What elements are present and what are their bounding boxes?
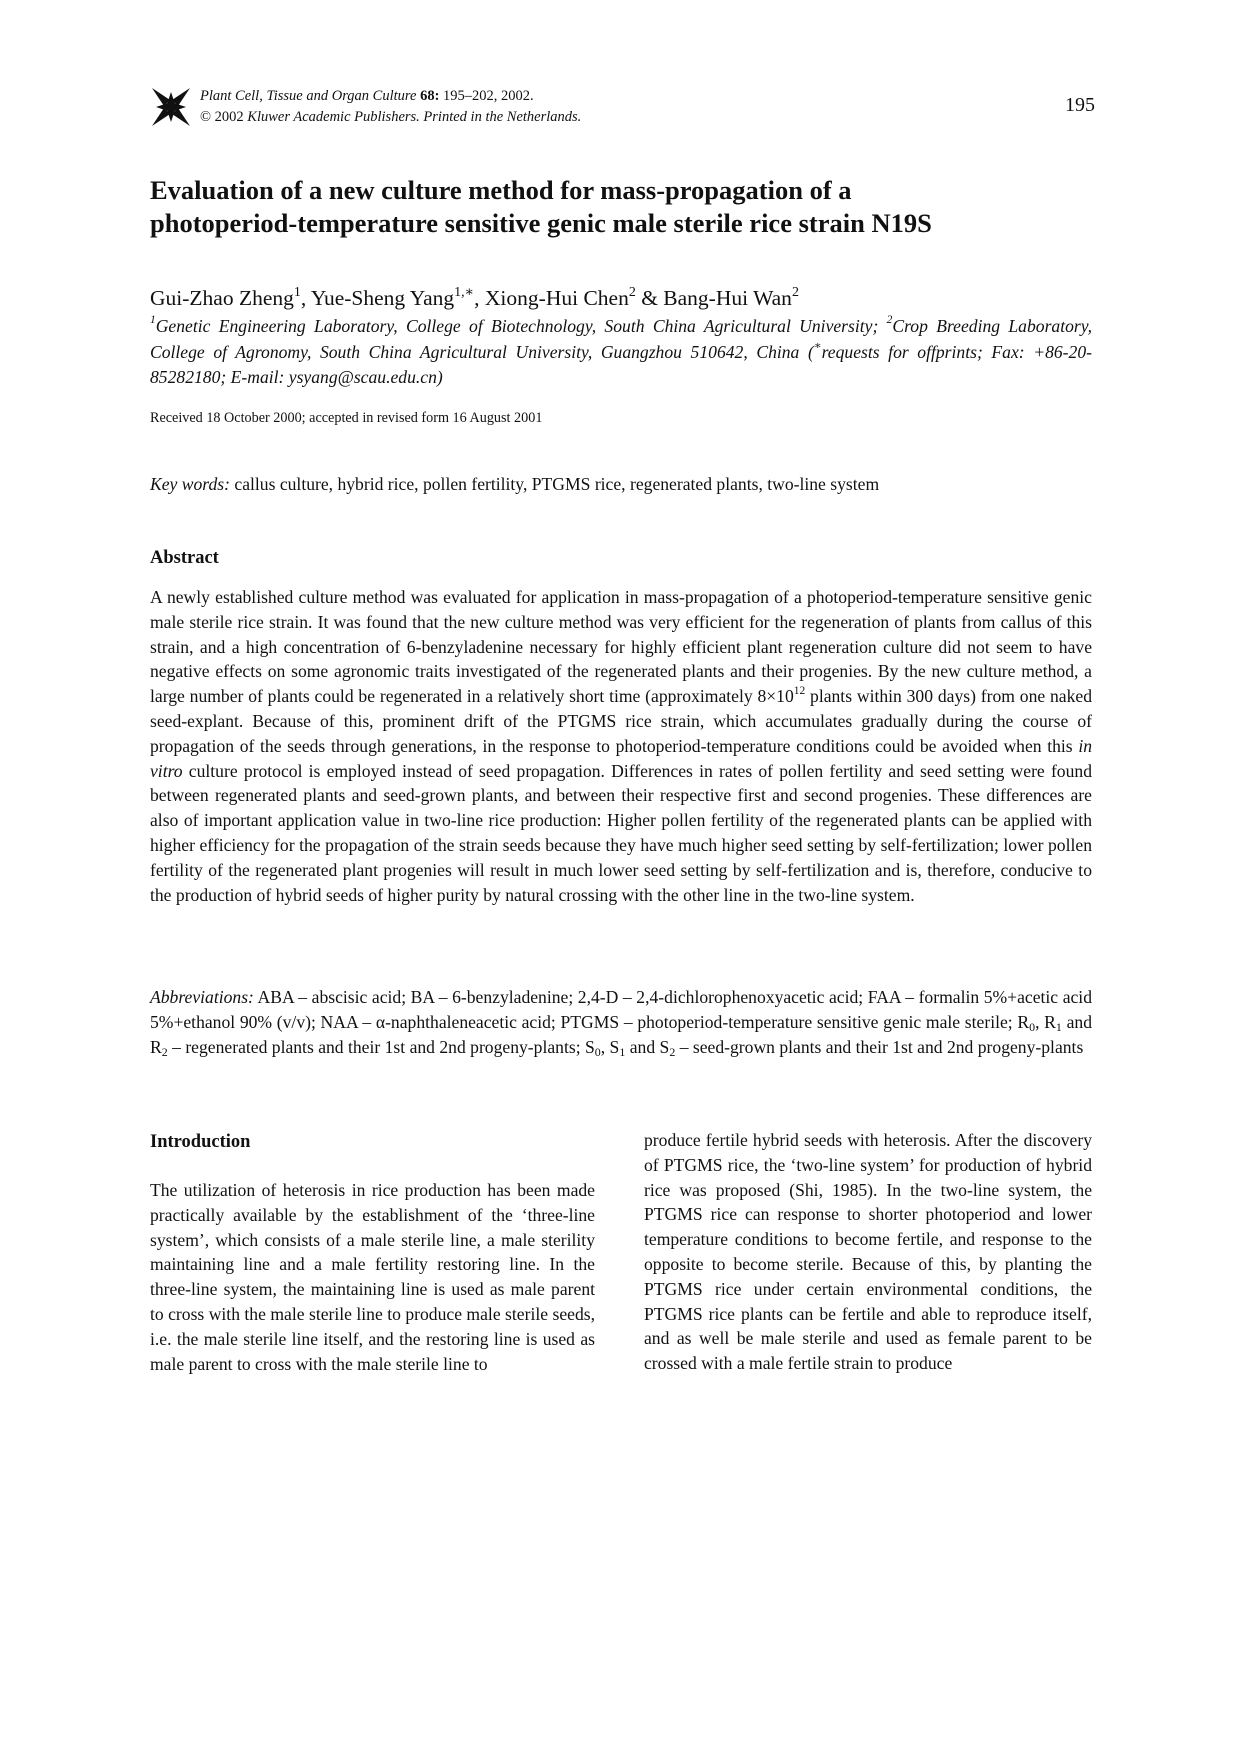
author-name: , Xiong-Hui Chen [474,286,629,310]
abbreviations-text: , S [600,1036,620,1057]
affiliations [150,314,1092,391]
introduction-heading: Introduction [150,1132,251,1152]
affiliation-mark: 2 [886,314,893,326]
journal-name: Plant Cell, Tissue and Organ Culture [200,88,417,104]
author-affiliation-mark: 1,∗ [454,285,475,300]
corresponding-mark: ∗ [813,339,822,352]
printed-note: Printed in the Netherlands. [423,109,582,125]
affiliation-mark: 1 [150,314,156,326]
exponent: 12 [793,685,806,698]
journal-line-2 [200,107,581,128]
copyright-year: 2002 [214,109,244,125]
abbreviations-label: Abbreviations: [150,987,254,1007]
abbreviations [150,985,1092,1059]
publisher-name: Kluwer Academic Publishers. [247,109,420,125]
author-list [150,284,1090,312]
abstract-text: plants within 300 days) from one naked seed-explant. Because of this, prominent drift of the PTGMS rice strain, which accumulates gradually during the course of propagation of the seeds through generations, in the response to photoperiod-temperature conditions could be avoided when this [150,686,1093,756]
journal-citation [200,86,581,128]
introduction-left-column: The utilization of heterosis in rice production has been made practically available by the establishment of the ‘three-line system’, which consists of a male sterile line, a male sterility maintaining line and a male fertility restoring line. In the three-line system, the maintaining line is used as male parent to cross with the male sterile line to produce male sterile seeds, i.e. the male sterile line itself, and the restoring line is used as male parent to cross with the male sterile line to [150,1180,595,1374]
copyright-symbol: © [200,109,212,125]
keywords-text: callus culture, hybrid rice, pollen fertility, PTGMS rice, regenerated plants, two-line system [229,474,880,494]
keywords-label: Key words: [150,474,230,494]
received-dates: Received 18 October 2000; accepted in revised form 16 August 2001 [150,410,543,426]
affiliation-text: Genetic Engineering Laboratory, College of Biotechnology, South China Agricultural University; [155,316,887,336]
author-affiliation-mark: 2 [791,285,799,300]
title-line-2: photoperiod-temperature sensitive genic male sterile rice strain N19S [150,208,932,238]
kluwer-publisher-logo-icon [150,86,192,128]
abbreviations-text: – regenerated plants and their 1st and 2nd progeny-plants; S [167,1036,595,1057]
paper-title [150,174,1090,240]
abstract-text: A newly established culture method was evaluated for application in mass-propagation of a photoperiod-temperature sensitive genic male sterile rice strain. It was found that the new culture method was very efficient for the regeneration of plants from callus of this strain, and a high concentration of 6-benzyladenine necessary for highly efficient plant regeneration culture did not seem to have negative effects on some agronomic traits investigated of the regenerated plants and their progenies. By the new culture method, a large number of plants could be regenerated in a relatively short time (approximately 8×10 [150,587,1092,707]
affiliation-text: Crop Breeding Laboratory, College of Agronomy, South China Agricultural University, Guangzhou 510642, China ( [150,316,1092,362]
introduction-right-column: produce fertile hybrid seeds with heterosis. After the discovery of PTGMS rice, the ‘two-line system’ for production of hybrid rice was proposed (Shi, 1985). In the two-line system, the PTGMS rice can response to shorter photoperiod and lower temperature conditions to become fertile, and response to the opposite to become sterile. Because of this, by planting the PTGMS rice under certain environmental conditions, the PTGMS rice plants can be fertile and able to reproduce itself, and as well be male sterile and used as female parent to be crossed with a male fertile strain to produce [644,1130,1092,1374]
author-affiliation-mark: 1 [293,285,301,300]
author-name: & Bang-Hui Wan [635,286,792,310]
abbreviations-text: ABA – abscisic acid; BA – 6-benzyladenine; 2,4-D – 2,4-dichlorophenoxyacetic acid; FAA – formalin 5%+acetic acid 5%+ethanol 90% (v/v); NAA – α-naphthaleneacetic acid; PTGMS – photoperiod-temperature sensitive genic male sterile; R [150,987,1092,1032]
abbreviations-text: , R [1035,1011,1056,1032]
abstract-heading: Abstract [150,548,219,568]
author-name: Gui-Zhao Zheng [150,286,294,310]
abstract-body [150,585,1092,907]
author-name: , Yue-Sheng Yang [300,286,455,310]
abstract-italic-term: in vitro [150,735,1092,781]
keywords [150,474,1090,495]
page-number: 195 [1065,94,1095,116]
journal-pages-year: 195–202, 2002. [443,88,534,104]
subscript: 2 [669,1044,676,1059]
journal-line-1 [200,86,581,107]
subscript: 1 [1055,1019,1062,1034]
abbreviations-text: and S [625,1036,670,1057]
affiliation-contact: requests for offprints; Fax: +86-20-85282180; E-mail: ysyang@scau.edu.cn) [150,341,1092,387]
journal-volume: 68: [420,88,440,104]
author-affiliation-mark: 2 [628,285,636,300]
abbreviations-text: – seed-grown plants and their 1st and 2nd progeny-plants [675,1036,1084,1057]
subscript: 1 [619,1044,626,1059]
subscript: 2 [161,1044,168,1059]
subscript: 0 [1029,1019,1036,1034]
subscript: 0 [594,1044,601,1059]
abbreviations-text: and R [150,1011,1092,1057]
abstract-text: culture protocol is employed instead of seed propagation. Differences in rates of pollen fertility and seed setting were found between regenerated plants and seed-grown plants, and between their respective first and second progenies. These differences are also of important application value in two-line rice production: Higher pollen fertility of the regenerated plants can be applied with higher efficiency for the propagation of the strain seeds because they have much higher seed setting by self-fertilization; lower pollen fertility of the regenerated plant progenies will result in much lower seed setting by self-fertilization and is, therefore, conducive to the production of hybrid seeds of higher purity by natural crossing with the other line in the two-line system. [150,760,1092,905]
title-line-1: Evaluation of a new culture method for mass-propagation of a [150,175,852,205]
